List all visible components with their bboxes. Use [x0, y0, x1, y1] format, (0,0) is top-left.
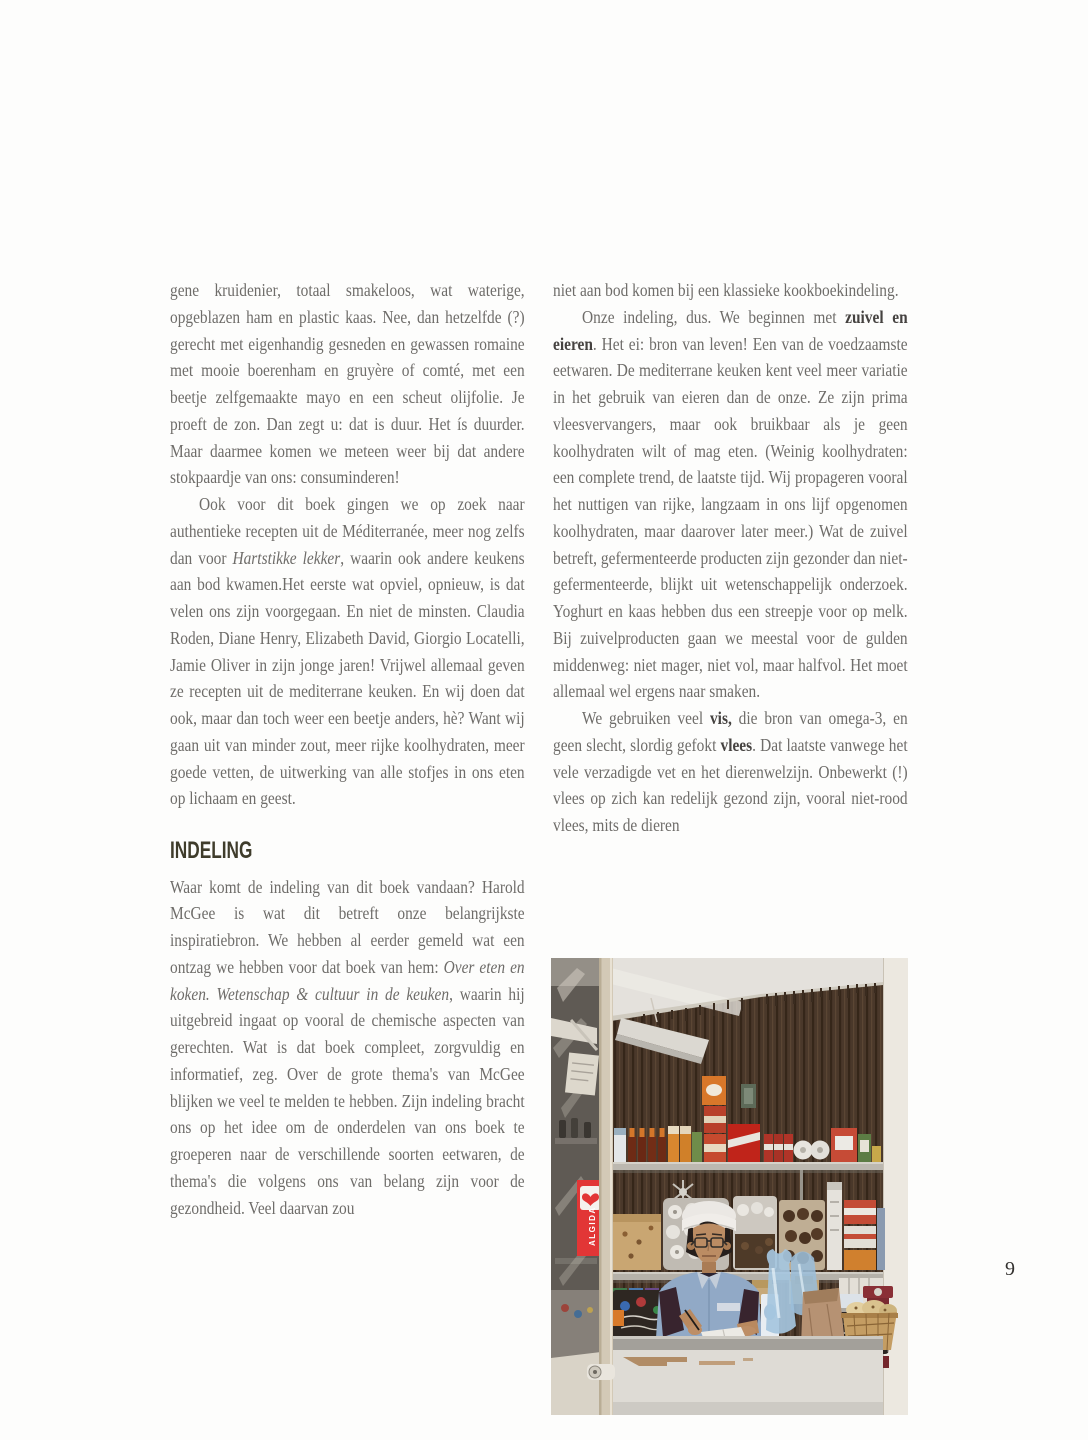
text-run: Waar komt de indeling van dit boek vandaan? Harold McGee is wat dit betreft onze belangrijkste inspiratiebron. We hebben al eerder gemeld wat een ontzag we hebben voor dat boek van hem: [170, 876, 525, 977]
counter [611, 1336, 883, 1415]
paragraph [170, 874, 525, 1222]
paragraph [553, 277, 908, 304]
italic-text-run: Over eten en koken. Wetenschap & cultuur in de keuken [170, 956, 525, 1004]
bold-text-run: vlees [720, 734, 753, 755]
text-run: die bron van omega-3, en geen slecht, slordig gefokt [553, 708, 908, 755]
door-lock [587, 1364, 615, 1380]
shop-interior [611, 958, 898, 1415]
left-hand [688, 1325, 702, 1335]
text-run: We gebruiken veel [582, 708, 710, 728]
section-heading [170, 839, 525, 864]
italic-text-run: Hartstikke lekker [232, 547, 341, 568]
kiosk-photo-illustration [551, 958, 908, 1415]
text-run: Onze indeling, dus. We beginnen met [582, 306, 846, 327]
page-number: 9 [1005, 1258, 1015, 1280]
text-run: , waarin hij uitgebreid ingaat op vooral de chemische aspecten van gerechten. Wat is dat boek compleet, zorgvuldig en informatief, zeg. Over de grote thema's van McGee blijken we veel te melden te hebben. Zijn indeling bracht ons op het idee om de onderdelen van ons boek te groeperen naar de verschillende soorten eetwaren, de thema's die volgens ons van belang zijn voor de gezondheid. Veel daarvan zou [170, 983, 525, 1218]
text-run: . Het ei: bron van leven! Een van de voedzaamste eetwaren. De mediterrane keuken kent veel meer variatie in het gebruik van eieren dan de onze. Ze zijn prima vleesvervangers, maar ook bruikbaar als je geen koolhydraten wilt of mag eten. (Weinig koolhydraten: een complete trend, de laatste tijd. Wij propageren vooral het nuttigen van rijke, langzaam in ons lijf opgenomen koolhydraten, maar daarover later meer.) Wat de zuivel betreft, gefermenteerde producten zijn gezonder dan niet-gefermenteerde, blijkt uit wetenschappelijk onderzoek. Yoghurt en kaas hebben dus een streepje voor op melk. Bij zuivelproducten gaan we meestal voor de gulden middenweg: niet mager, niet vol, maar halfvol. Het moet allemaal wel ergens naar smaken. [553, 333, 908, 702]
kitkat-box [728, 1124, 760, 1162]
right-column [553, 277, 908, 839]
paragraph [553, 304, 908, 705]
shop-photo [551, 958, 908, 1415]
text-run: . Dat laatste vanwege het vele verzadigde vet en het dierenwelzijn. Onbewerkt (!) vlees op zich kan redelijk gezond zijn, vooral niet-rood vlees, mits de dieren [553, 734, 908, 835]
text-run: Ook voor dit boek gingen we op zoek naar authentieke recepten uit de Méditerranée, meer nog zelfs dan voor [170, 494, 525, 568]
text-run: niet aan bod komen bij een klassieke kookboekindeling. [553, 280, 899, 300]
text-run: , waarin ook andere keukens aan bod kwamen.Het eerste wat opviel, opnieuw, is dat velen ons zijn voorgegaan. En niet de minsten. Claudia Roden, Diane Henry, Elizabeth David, Giorgio Locatelli, Jamie Oliver in zijn jonge jaren! Vrijwel allemaal geven ze recepten uit de mediterrane keuken. En wij doen dat ook, maar dan toch weer een beetje anders, hè? Want wij gaan uit van minder zout, meer rijke koolhydraten, meer goede vetten, de uitwerking van alle stofjes in ons eten op lichaam en geest. [170, 547, 525, 809]
bold-text-run: zuivel en eieren [553, 306, 908, 354]
glass-door [551, 958, 615, 1415]
paragraph [170, 277, 525, 491]
algida-flag-label: ALGIDA [588, 1206, 597, 1246]
paper-sign [565, 1053, 599, 1096]
text-run: gene kruidenier, totaal smakeloos, wat waterige, opgeblazen ham en plastic kaas. Nee, dan hetzelfde (?) gerecht met eigenhandig gesneden en gewassen romaine met mooie boerenham en gruyère of comté, met een beetje zelfgemaakte mayo en een scheut olijfolie. Je proeft de zon. Dan zegt u: dat is duur. Het ís duurder. Maar daarmee komen we meteen weer bij dat andere stokpaardje van ons: consuminderen! [170, 280, 525, 488]
left-column [170, 277, 525, 1221]
paragraph [553, 705, 908, 839]
section-heading-label: INDELING [170, 837, 253, 864]
stacked-boxes [702, 1076, 726, 1162]
bold-text-run: vis, [709, 708, 732, 728]
paragraph [170, 491, 525, 812]
